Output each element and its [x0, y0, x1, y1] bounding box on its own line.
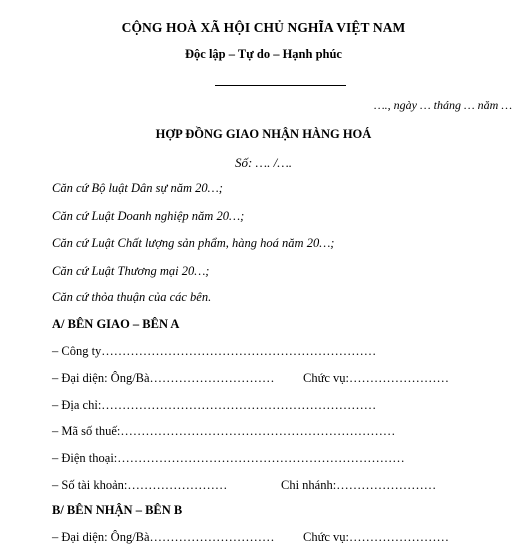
- party-a-heading: A/ BÊN GIAO – BÊN A: [52, 317, 180, 331]
- party-a-branch-field: Chi nhánh:……………………: [281, 478, 437, 492]
- party-a-representative-field: – Đại diện: Ông/Bà…………………………: [52, 371, 275, 385]
- legal-basis-agreement: Căn cứ thỏa thuận của các bên.: [52, 290, 212, 304]
- document-title: HỢP ĐỒNG GIAO NHẬN HÀNG HOÁ: [155, 127, 372, 141]
- party-b-position-field: Chức vụ:……………………: [303, 530, 450, 544]
- legal-basis-quality-law: Căn cứ Luật Chất lượng sản phẩm, hàng hoá năm 20…;: [52, 236, 335, 250]
- national-heading: CỘNG HOÀ XÃ HỘI CHỦ NGHĨA VIỆT NAM: [121, 20, 406, 35]
- national-motto: Độc lập – Tự do – Hạnh phúc: [185, 47, 342, 61]
- party-a-position-field: Chức vụ:……………………: [303, 371, 450, 385]
- party-a-company-field: – Công ty…………………………………………………………: [52, 344, 377, 358]
- legal-basis-enterprise-law: Căn cứ Luật Doanh nghiệp năm 20…;: [52, 209, 245, 223]
- date-line: …., ngày … tháng … năm …: [373, 98, 512, 112]
- party-b-heading: B/ BÊN NHẬN – BÊN B: [52, 503, 183, 517]
- document-number: Số: …. /….: [234, 155, 293, 170]
- legal-basis-commercial-law: Căn cứ Luật Thương mại 20…;: [52, 264, 210, 278]
- party-b-representative-field: – Đại diện: Ông/Bà…………………………: [52, 530, 275, 544]
- party-a-account-field: – Số tài khoản:……………………: [52, 478, 228, 492]
- party-a-address-field: – Địa chỉ:…………………………………………………………: [52, 398, 377, 412]
- party-a-phone-field: – Điện thoại:……………………………………………………………: [52, 451, 405, 465]
- motto-underline: [215, 85, 346, 86]
- party-a-tax-code-field: – Mã số thuế:…………………………………………………………: [52, 424, 396, 438]
- legal-basis-civil-code: Căn cứ Bộ luật Dân sự năm 20…;: [52, 181, 223, 195]
